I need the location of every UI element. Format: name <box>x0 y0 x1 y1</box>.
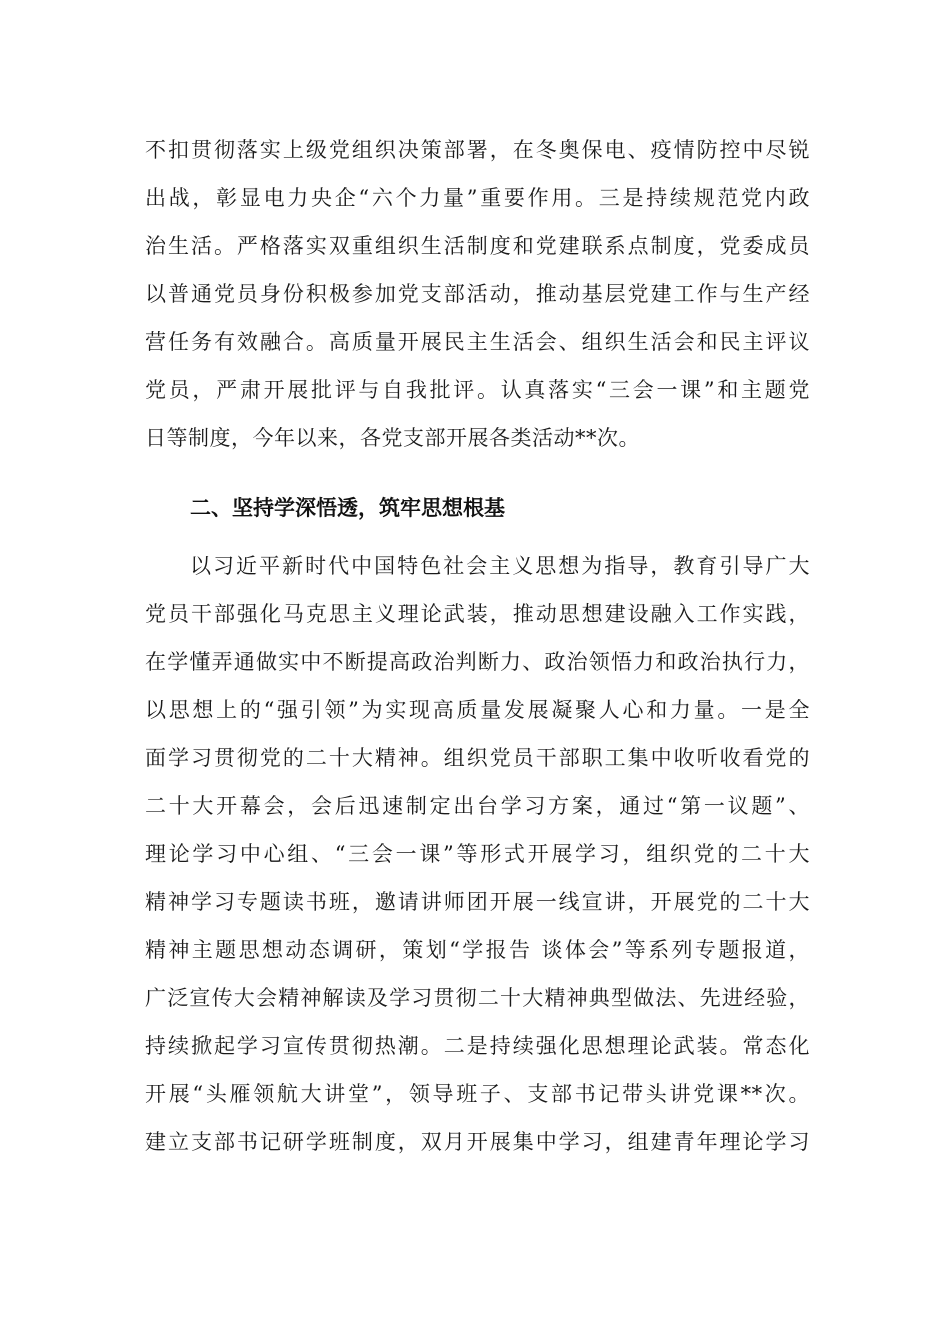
body-text-line: 营任务有效融合。高质量开展民主生活会、组织生活会和民主评议 <box>145 330 810 354</box>
body-text-line: 以普通党员身份积极参加党支部活动，推动基层党建工作与生产经 <box>145 282 810 306</box>
body-text-line: 治生活。严格落实双重组织生活制度和党建联系点制度，党委成员 <box>145 234 810 258</box>
body-text-line: 以习近平新时代中国特色社会主义思想为指导，教育引导广大 <box>190 554 810 578</box>
body-text-line: 持续掀起学习宣传贯彻热潮。二是持续强化思想理论武装。常态化 <box>145 1034 810 1058</box>
body-text-line: 面学习贯彻党的二十大精神。组织党员干部职工集中收听收看党的 <box>145 746 810 770</box>
body-text-line: 建立支部书记研学班制度，双月开展集中学习，组建青年理论学习 <box>145 1130 810 1154</box>
body-text-line: 开展“头雁领航大讲堂”，领导班子、支部书记带头讲党课**次。 <box>145 1082 810 1106</box>
body-text-line: 党员，严肃开展批评与自我批评。认真落实“三会一课”和主题党 <box>145 378 810 402</box>
body-text-line: 在学懂弄通做实中不断提高政治判断力、政治领悟力和政治执行力， <box>145 650 810 674</box>
body-text-line: 理论学习中心组、“三会一课”等形式开展学习，组织党的二十大 <box>145 842 810 866</box>
body-text-line: 精神学习专题读书班，邀请讲师团开展一线宣讲，开展党的二十大 <box>145 890 810 914</box>
body-text-line: 精神主题思想动态调研，策划“学报告 谈体会”等系列专题报道， <box>145 938 810 962</box>
body-text-line: 以思想上的“强引领”为实现高质量发展凝聚人心和力量。一是全 <box>145 698 810 722</box>
body-text-line: 不扣贯彻落实上级党组织决策部署，在冬奥保电、疫情防控中尽锐 <box>145 138 810 162</box>
body-text-line: 二十大开幕会，会后迅速制定出台学习方案，通过“第一议题”、 <box>145 794 810 818</box>
body-text-line: 党员干部强化马克思主义理论武装，推动思想建设融入工作实践， <box>145 602 810 626</box>
body-text-line: 出战，彰显电力央企“六个力量”重要作用。三是持续规范党内政 <box>145 186 810 210</box>
section-heading: 二、坚持学深悟透，筑牢思想根基 <box>190 496 505 520</box>
body-text-line: 广泛宣传大会精神解读及学习贯彻二十大精神典型做法、先进经验， <box>145 986 810 1010</box>
body-text-line: 日等制度，今年以来，各党支部开展各类活动**次。 <box>145 426 640 450</box>
